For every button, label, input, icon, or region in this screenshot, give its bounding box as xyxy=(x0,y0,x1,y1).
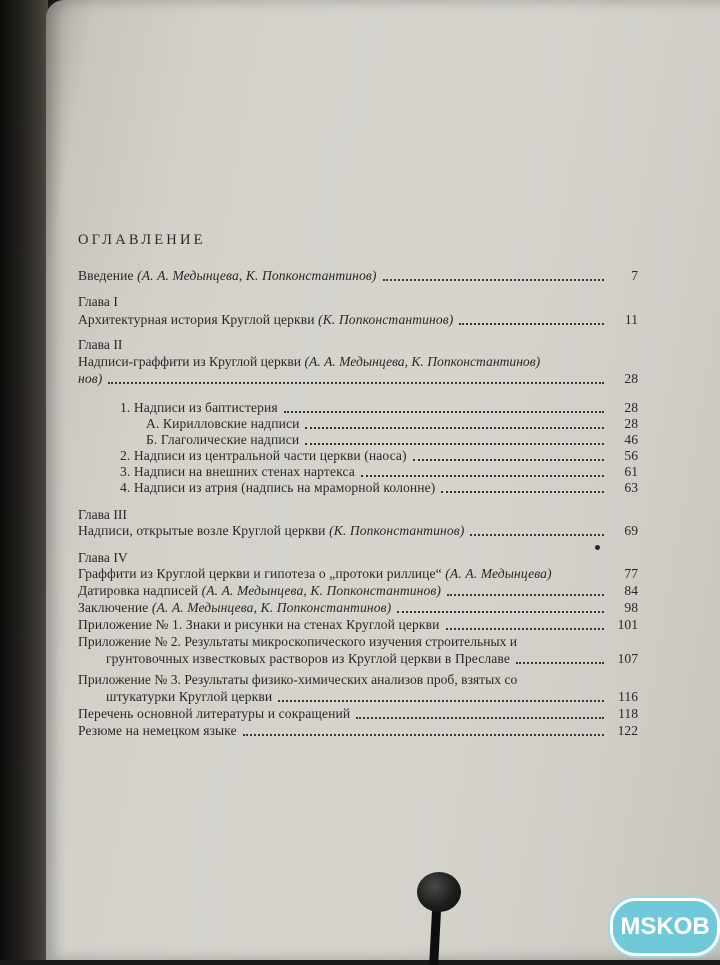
toc-entry-appendix-3-line2: штукатурки Круглой церкви xyxy=(106,689,608,705)
page-number: 28 xyxy=(624,400,638,415)
chapter-label: Глава II xyxy=(78,337,123,352)
pointer-knob xyxy=(417,872,461,912)
page-number: 122 xyxy=(617,723,638,738)
page-number: 77 xyxy=(624,566,638,581)
toc-entry-ch3: Надписи, открытые возле Круглой церкви (К. Попконстантинов) xyxy=(78,523,608,539)
watermark-badge: MSKOB xyxy=(610,898,720,956)
toc-heading: ОГЛАВЛЕНИЕ xyxy=(78,232,206,248)
page-number: 116 xyxy=(618,689,638,704)
toc-entry-dating: Датировка надписей (А. А. Медынцева, К. Попконстантинов) xyxy=(78,583,608,599)
toc-entry-appendix-3-line1: Приложение № 3. Результаты физико-химических анализов проб, взятых со xyxy=(78,672,518,687)
toc-entry-conclusion: Заключение (А. А. Медынцева, К. Попконстантинов) xyxy=(78,600,608,616)
toc-subentry: 4. Надписи из атрия (надпись на мраморной колонне) xyxy=(120,480,608,496)
page-number: 69 xyxy=(624,523,638,538)
print-speck xyxy=(595,545,600,550)
toc-subentry: А. Кирилловские надписи xyxy=(146,416,608,432)
toc-subentry: 2. Надписи из центральной части церкви (наоса) xyxy=(120,448,608,464)
page-number: 98 xyxy=(624,600,638,615)
toc-entry-ch2-line2: нов) xyxy=(78,371,608,387)
toc-entry-appendix-1: Приложение № 1. Знаки и рисунки на стенах Круглой церкви xyxy=(78,617,608,633)
chapter-label: Глава IV xyxy=(78,550,128,565)
page-number: 11 xyxy=(624,312,638,327)
toc-entry-appendix-2-line2: грунтовочных известковых растворов из Круглой церкви в Преславе xyxy=(106,651,608,667)
toc-entry-ch1: Архитектурная история Круглой церкви (К. Попконстантинов) xyxy=(78,312,608,328)
toc-entry-literature: Перечень основной литературы и сокращений xyxy=(78,706,608,722)
page-number: 101 xyxy=(617,617,638,632)
page-number: 28 xyxy=(624,371,638,386)
toc-subentry: 3. Надписи на внешних стенах нартекса xyxy=(120,464,608,480)
page-number: 107 xyxy=(617,651,638,666)
page-number: 63 xyxy=(624,480,638,495)
page-number: 46 xyxy=(624,432,638,447)
page-number: 56 xyxy=(624,448,638,463)
toc-entry-ch2-line1: Надписи-граффити из Круглой церкви (А. А. Медынцева, К. Попконстантинов) xyxy=(78,354,541,369)
toc-entry-intro: Введение (А. А. Медынцева, К. Попконстантинов) xyxy=(78,268,608,284)
page-number: 118 xyxy=(618,706,638,721)
page-number: 61 xyxy=(624,464,638,479)
toc-entry-appendix-2-line1: Приложение № 2. Результаты микроскопического изучения строительных и xyxy=(78,634,518,649)
toc-subentry: Б. Глаголические надписи xyxy=(146,432,608,448)
chapter-label: Глава I xyxy=(78,294,118,309)
toc-entry-ch4: Граффити из Круглой церкви и гипотеза о „протоки риллице“ (А. А. Медынцева) xyxy=(78,566,552,581)
page-number: 28 xyxy=(624,416,638,431)
chapter-label: Глава III xyxy=(78,507,127,522)
toc-entry-resume: Резюме на немецком языке xyxy=(78,723,608,739)
page-number: 84 xyxy=(624,583,638,598)
page-number: 7 xyxy=(631,268,638,283)
toc-subentry: 1. Надписи из баптистерия xyxy=(120,400,608,416)
